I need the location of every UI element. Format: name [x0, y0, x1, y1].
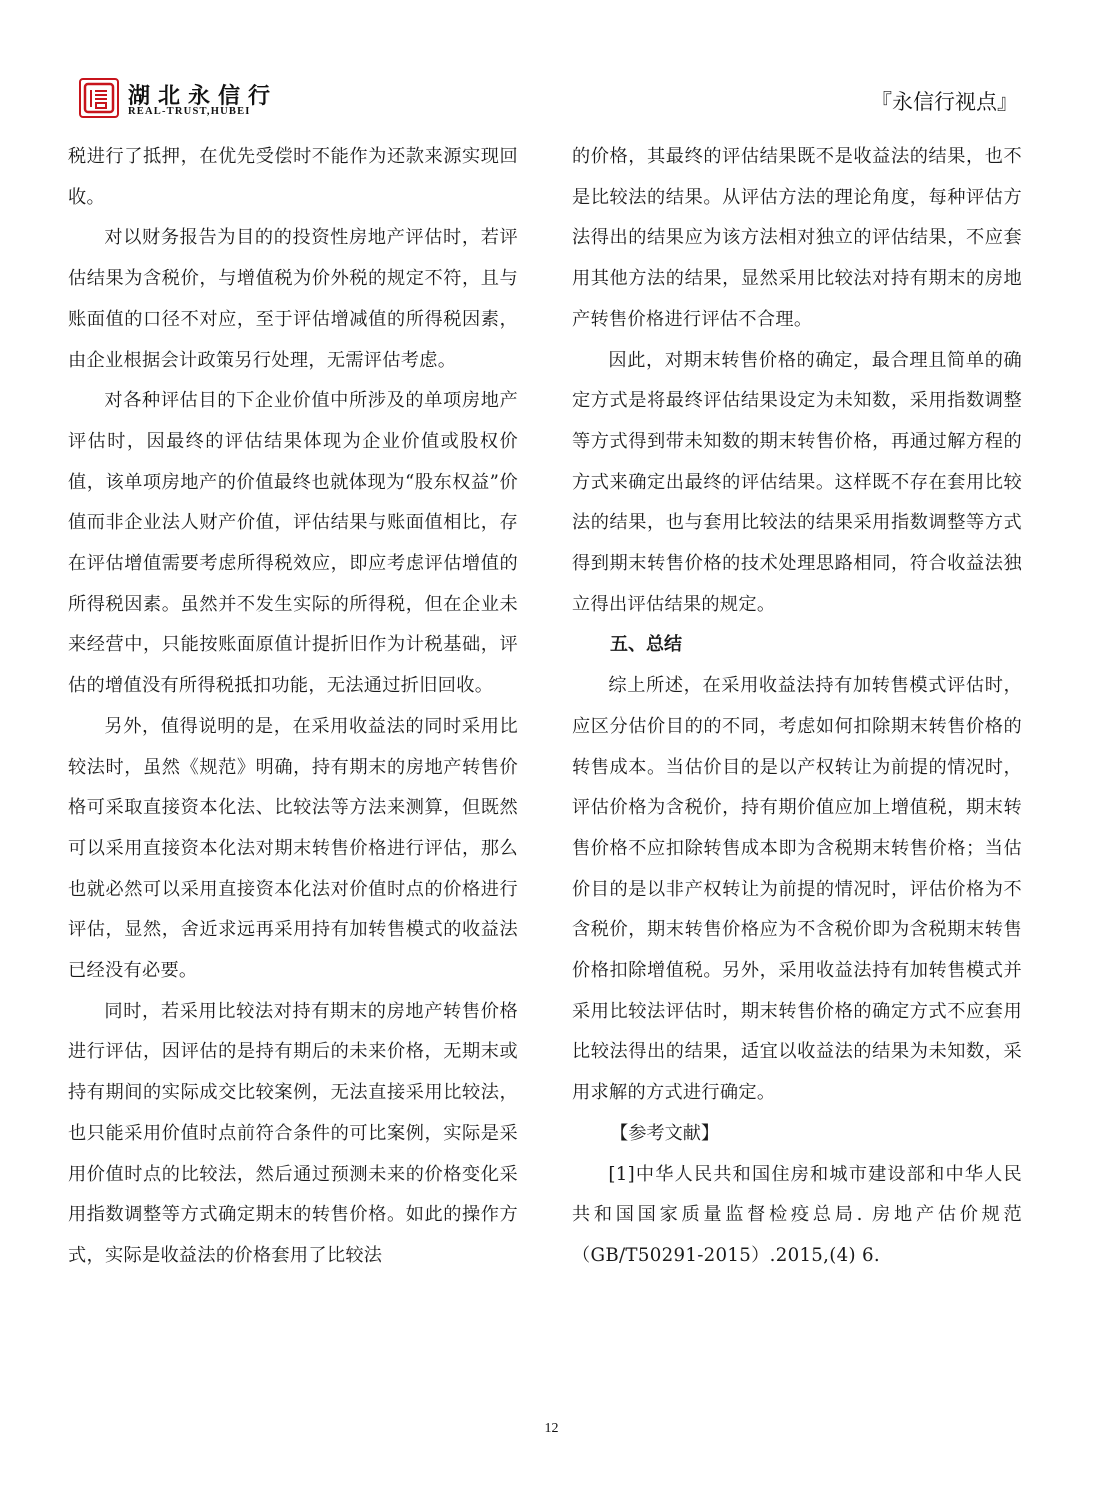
- page-header: [0, 0, 1103, 140]
- summary-paragraph: 综上所述，在采用收益法持有加转售模式评估时，应区分估价目的的不同，考虑如何扣除期末转售价格的转售成本。当估价目的是以产权转让为前提的情况时，评估价格为含税价，持有期价值应加上增值税，期末转售价格不应扣除转售成本即为含税期末转售价格；当估价目的是以非产权转让为前提的情况时，评估价格为不含税价，期末转售价格应为不含税价即为含税期末转售价格扣除增值税。另外，采用收益法持有加转售模式并采用比较法评估时，期末转售价格的确定方式不应套用比较法得出的结果，适宜以收益法的结果为未知数，采用求解的方式进行确定。: [572, 675, 1022, 1104]
- page-number: 12: [544, 1421, 559, 1436]
- paragraph: 因此，对期末转售价格的确定，最合理且简单的确定方式是将最终评估结果设定为未知数，采用指数调整等方式得到带未知数的期末转售价格，再通过解方程的方式来确定出最终的评估结果。这样既不存在套用比较法的结果，也与套用比较法的结果采用指数调整等方式得到期末转售价格的技术处理思路相同，符合收益法独立得出评估结果的规定。: [572, 349, 1022, 615]
- section-heading: 五、总结: [610, 634, 682, 656]
- paragraph: 的价格，其最终的评估结果既不是收益法的结果，也不是比较法的结果。从评估方法的理论角度，每种评估方法得出的结果应为该方法相对独立的评估结果，不应套用其他方法的结果，显然采用比较法对持有期末的房地产转售价格进行评估不合理。: [572, 146, 1022, 330]
- right-column: [572, 137, 1022, 1277]
- section-title: 『永信行视点』: [871, 90, 1018, 114]
- company-logo: [79, 78, 294, 122]
- seal-mark: [81, 80, 117, 116]
- logo-english-name: REAL-TRUST,HUBEI: [128, 106, 251, 117]
- paragraph: 对以财务报告为目的的投资性房地产评估时，若评估结果为含税价，与增值税为价外税的规定不符，且与账面值的口径不对应，至于评估增减值的所得税因素，由企业根据会计政策另行处理，无需评估考虑。: [68, 227, 518, 371]
- reference-item: [1]中华人民共和国住房和城市建设部和中华人民共和国国家质量监督检疫总局. 房地产估价规范（GB/T50291-2015）.2015,(4) 6.: [572, 1163, 1022, 1266]
- paragraph: 同时，若采用比较法对持有期末的房地产转售价格进行评估，因评估的是持有期后的未来价格，无期末或持有期间的实际成交比较案例，无法直接采用比较法，也只能采用价值时点前符合条件的可比案例，实际是采用价值时点的比较法，然后通过预测未来的价格变化采用指数调整等方式确定期末的转售价格。如此的操作方式，实际是收益法的价格套用了比较法: [68, 1000, 518, 1266]
- paragraph: 税进行了抵押，在优先受偿时不能作为还款来源实现回收。: [68, 146, 518, 208]
- paragraph: 对各种评估目的下企业价值中所涉及的单项房地产评估时，因最终的评估结果体现为企业价值或股权价值，该单项房地产的价值最终也就体现为“股东权益”价值而非企业法人财产价值，评估结果与账面值相比，存在评估增值需要考虑所得税效应，即应考虑评估增值的所得税因素。虽然并不发生实际的所得税，但在企业未来经营中，只能按账面原值计提折旧作为计税基础，评估的增值没有所得税抵扣功能，无法通过折旧回收。: [68, 390, 518, 697]
- paragraph: 另外，值得说明的是，在采用收益法的同时采用比较法时，虽然《规范》明确，持有期末的房地产转售价格可采取直接资本化法、比较法等方法来测算，但既然可以采用直接资本化法对期末转售价格进行评估，那么也就必然可以采用直接资本化法对价值时点的价格进行评估，显然，舍近求远再采用持有加转售模式的收益法已经没有必要。: [68, 715, 518, 982]
- left-column: [68, 137, 518, 1277]
- references-heading: 【参考文献】: [610, 1122, 720, 1144]
- logo-chinese-name: 湖北永信行: [128, 84, 279, 109]
- seal-logo-icon: [79, 78, 119, 118]
